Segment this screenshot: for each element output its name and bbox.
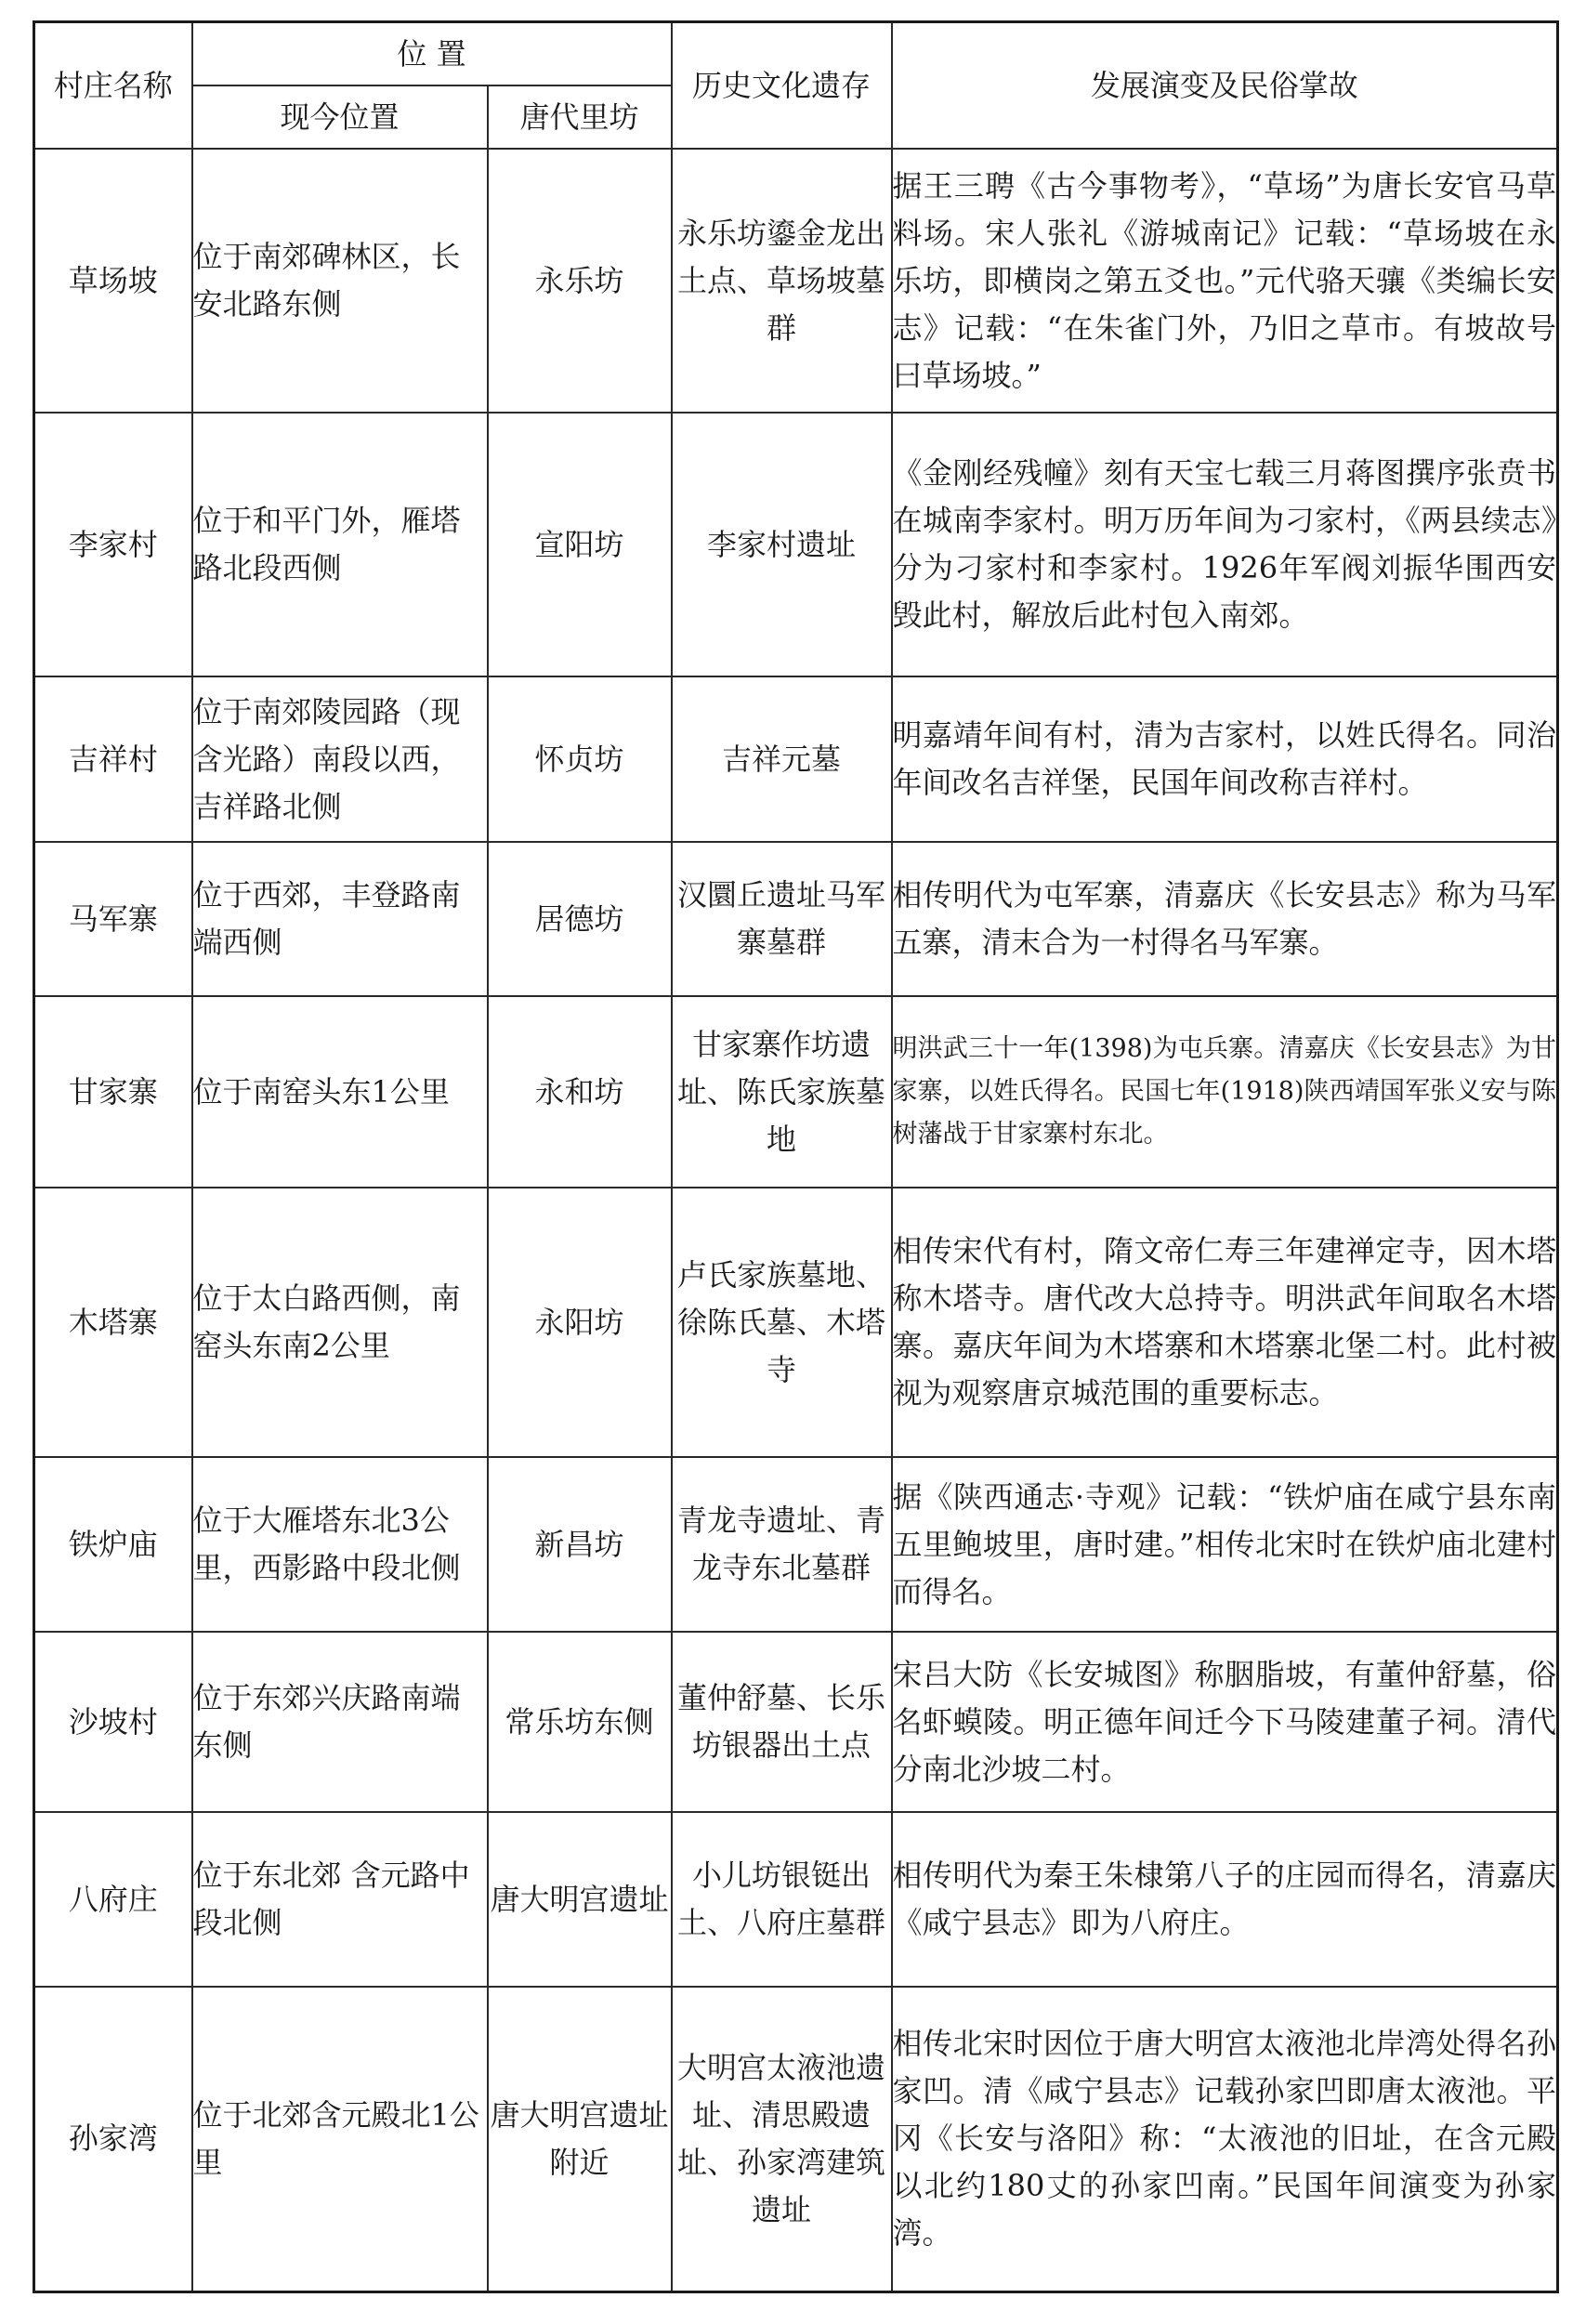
header-village: 村庄名称 xyxy=(34,22,192,150)
table-row xyxy=(34,1812,1558,1987)
header-row xyxy=(34,22,1558,86)
heritage: 董仲舒墓、长乐坊银器出土点 xyxy=(672,1632,892,1812)
table-row xyxy=(34,413,1558,676)
heritage: 甘家寨作坊遗址、陈氏家族墓地 xyxy=(672,996,892,1188)
current-location: 位于东北郊 含元路中段北侧 xyxy=(192,1812,488,1987)
history: 相传明代为秦王朱棣第八子的庄园而得名，清嘉庆《咸宁县志》即为八府庄。 xyxy=(892,1812,1558,1987)
current-location: 位于南窑头东1公里 xyxy=(192,996,488,1188)
history: 宋吕大防《长安城图》称胭脂坡，有董仲舒墓，俗名虾蟆陵。明正德年间迁今下马陵建董子祠。清代分南北沙坡二村。 xyxy=(892,1632,1558,1812)
tang-fang: 永阳坊 xyxy=(488,1188,672,1457)
history: 《金刚经残幢》刻有天宝七载三月蒋图撰序张贲书在城南李家村。明万历年间为刁家村，《两县续志》分为刁家村和李家村。1926年军阀刘振华围西安毁此村，解放后此村包入南郊。 xyxy=(892,413,1558,676)
header-history: 发展演变及民俗掌故 xyxy=(892,22,1558,150)
village-name: 铁炉庙 xyxy=(34,1457,192,1632)
table-row xyxy=(34,149,1558,413)
tang-fang: 唐大明宫遗址 xyxy=(488,1812,672,1987)
table-row xyxy=(34,842,1558,996)
tang-fang: 唐大明宫遗址附近 xyxy=(488,1987,672,2291)
current-location: 位于南郊碑林区，长安北路东侧 xyxy=(192,149,488,413)
history: 相传北宋时因位于唐大明宫太液池北岸湾处得名孙家凹。清《咸宁县志》记载孙家凹即唐太液池。平冈《长安与洛阳》称：“太液池的旧址，在含元殿以北约180丈的孙家凹南。”民国年间演变为孙家湾。 xyxy=(892,1987,1558,2291)
tang-fang: 永和坊 xyxy=(488,996,672,1188)
heritage: 李家村遗址 xyxy=(672,413,892,676)
history: 相传宋代有村，隋文帝仁寿三年建禅定寺，因木塔称木塔寺。唐代改大总持寺。明洪武年间取名木塔寨。嘉庆年间为木塔寨和木塔寨北堡二村。此村被视为观察唐京城范围的重要标志。 xyxy=(892,1188,1558,1457)
tang-fang: 怀贞坊 xyxy=(488,676,672,842)
village-name: 孙家湾 xyxy=(34,1987,192,2291)
heritage: 吉祥元墓 xyxy=(672,676,892,842)
village-name: 木塔寨 xyxy=(34,1188,192,1457)
village-name: 马军寨 xyxy=(34,842,192,996)
current-location: 位于南郊陵园路（现含光路）南段以西，吉祥路北侧 xyxy=(192,676,488,842)
table-row xyxy=(34,1188,1558,1457)
table-row xyxy=(34,1987,1558,2291)
tang-fang: 永乐坊 xyxy=(488,149,672,413)
tang-fang: 居德坊 xyxy=(488,842,672,996)
tang-fang: 新昌坊 xyxy=(488,1457,672,1632)
history: 相传明代为屯军寨，清嘉庆《长安县志》称为马军五寨，清末合为一村得名马军寨。 xyxy=(892,842,1558,996)
village-name: 沙坡村 xyxy=(34,1632,192,1812)
header-heritage: 历史文化遗存 xyxy=(672,22,892,150)
history: 据王三聘《古今事物考》，“草场”为唐长安官马草料场。宋人张礼《游城南记》记载：“草场坡在永乐坊，即横岗之第五爻也。”元代骆天骧《类编长安志》记载：“在朱雀门外，乃旧之草市。有坡故号曰草场坡。” xyxy=(892,149,1558,413)
village-name: 李家村 xyxy=(34,413,192,676)
tang-fang: 常乐坊东侧 xyxy=(488,1632,672,1812)
heritage: 大明宫太液池遗址、清思殿遗址、孙家湾建筑遗址 xyxy=(672,1987,892,2291)
tang-fang: 宣阳坊 xyxy=(488,413,672,676)
table-row xyxy=(34,1457,1558,1632)
village-name: 八府庄 xyxy=(34,1812,192,1987)
table-row xyxy=(34,1632,1558,1812)
history: 明洪武三十一年(1398)为屯兵寨。清嘉庆《长安县志》为甘家寨，以姓氏得名。民国七年(1918)陕西靖国军张义安与陈树藩战于甘家寨村东北。 xyxy=(892,996,1558,1188)
current-location: 位于和平门外，雁塔路北段西侧 xyxy=(192,413,488,676)
heritage: 汉圜丘遗址马军寨墓群 xyxy=(672,842,892,996)
history: 明嘉靖年间有村，清为吉家村，以姓氏得名。同治年间改名吉祥堡，民国年间改称吉祥村。 xyxy=(892,676,1558,842)
current-location: 位于太白路西侧，南窑头东南2公里 xyxy=(192,1188,488,1457)
header-current-location: 现今位置 xyxy=(192,85,488,149)
current-location: 位于大雁塔东北3公里，西影路中段北侧 xyxy=(192,1457,488,1632)
heritage: 卢氏家族墓地、徐陈氏墓、木塔寺 xyxy=(672,1188,892,1457)
table-row xyxy=(34,676,1558,842)
document-page xyxy=(33,20,1556,2293)
current-location: 位于北郊含元殿北1公里 xyxy=(192,1987,488,2291)
header-tang-fang: 唐代里坊 xyxy=(488,85,672,149)
village-name: 吉祥村 xyxy=(34,676,192,842)
table-row xyxy=(34,996,1558,1188)
village-table xyxy=(33,20,1559,2293)
current-location: 位于西郊，丰登路南端西侧 xyxy=(192,842,488,996)
village-name: 草场坡 xyxy=(34,149,192,413)
village-name: 甘家寨 xyxy=(34,996,192,1188)
heritage: 永乐坊鎏金龙出土点、草场坡墓群 xyxy=(672,149,892,413)
header-location: 位 置 xyxy=(192,22,672,86)
heritage: 青龙寺遗址、青龙寺东北墓群 xyxy=(672,1457,892,1632)
current-location: 位于东郊兴庆路南端东侧 xyxy=(192,1632,488,1812)
heritage: 小儿坊银铤出土、八府庄墓群 xyxy=(672,1812,892,1987)
history: 据《陕西通志·寺观》记载：“铁炉庙在咸宁县东南五里鲍坡里，唐时建。”相传北宋时在铁炉庙北建村而得名。 xyxy=(892,1457,1558,1632)
